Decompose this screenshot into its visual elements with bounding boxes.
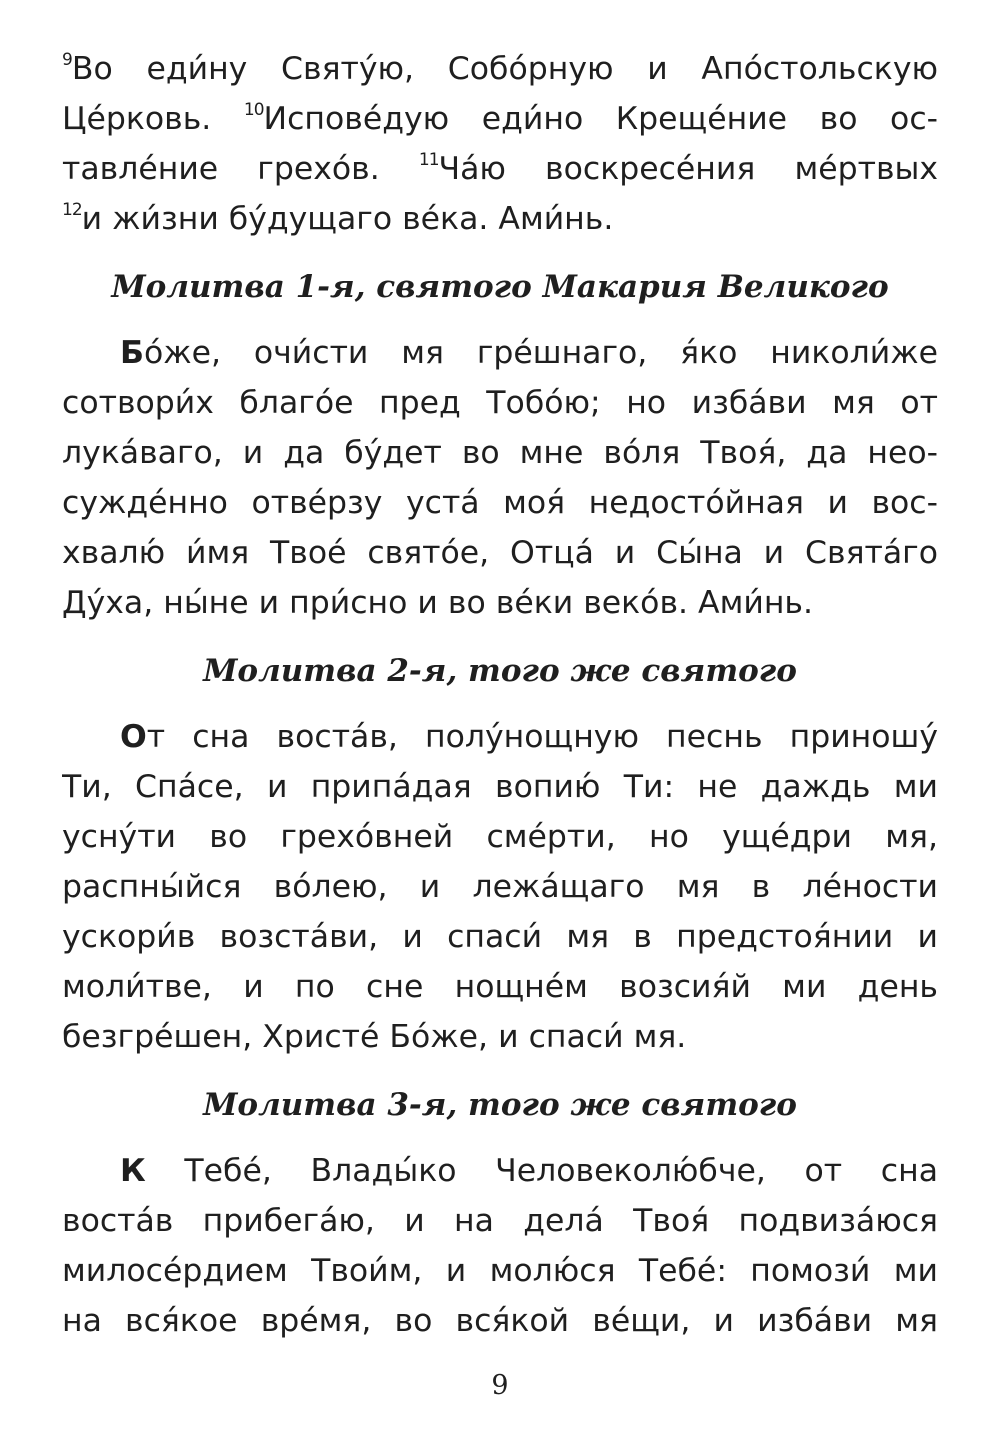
verse-number: 9 [62,50,72,70]
prayer-title: Молитва 3-я, того же святого [203,1087,797,1123]
text-line: безгре́шен, Христе́ Бо́же, и спаси́ мя. [62,1019,687,1055]
page-number: 9 [491,1370,509,1401]
text-line [62,144,938,194]
verse-number: 12 [62,200,82,220]
line-text: тавле́ние грехо́в. [62,151,380,187]
creed-ending [62,44,938,244]
text-line [62,328,938,378]
text-line: лука́ваго, и да бу́дет во мне во́ля Твоя́, да нео- [62,435,938,471]
line-text: Тебе́, Влады́ко Человеколю́бче, от сна [145,1153,938,1189]
text-line [62,94,938,144]
initial-letter: Б [120,335,145,371]
prayer-body [62,712,938,1062]
text-line [62,712,938,762]
text-line: на вся́кое вре́мя, во вся́кой ве́щи, и изба́ви мя [62,1303,938,1339]
text-line: распны́йся во́лею, и лежа́щаго мя в ле́ности [62,869,938,905]
prayer-title: Молитва 1-я, святого Макария Великого [111,269,889,305]
verse-number: 11 [418,150,439,170]
text-line: ускори́в возста́ви, и спаси́ мя в предстоя́нии и [62,919,938,955]
line-text: Це́рковь. [62,101,212,137]
prayer-body [62,1146,938,1346]
page-text [62,44,938,1442]
prayer-title: Молитва 2-я, того же святого [203,653,797,689]
text-line: воста́в прибега́ю, и на дела́ Твоя́ подвиза́юся [62,1203,938,1239]
text-line: Ти, Спа́се, и припа́дая вопию́ Ти: не даждь ми [62,769,938,805]
text-line: моли́тве, и по сне нощне́м возсия́й ми день [62,969,938,1005]
line-text: Испове́дую еди́но Креще́ние во ос- [263,101,938,137]
line-text: Во еди́ну Святу́ю, Собо́рную и Апо́стольскую [71,51,938,87]
text-line [62,1146,938,1196]
line-text: т сна воста́в, полу́нощную песнь приношу́ [146,719,938,755]
initial-letter: О [120,719,147,755]
line-text: Ча́ю воскресе́ния ме́ртвых [438,151,938,187]
line-text: и жи́зни бу́дущаго ве́ка. Ами́нь. [81,201,614,237]
text-line [62,44,938,94]
text-line: усну́ти во грехо́вней сме́рти, но уще́дри мя, [62,819,938,855]
initial-letter: К [120,1153,146,1189]
text-line [62,194,938,244]
text-line: сотвори́х благо́е пред Тобо́ю; но изба́ви мя от [62,385,938,421]
text-line: милосе́рдием Твои́м, и молю́ся Тебе́: помози́ ми [62,1253,938,1289]
text-line: хвалю́ и́мя Твое́ свято́е, Отца́ и Сы́на и Свята́го [62,535,938,571]
prayer-body [62,328,938,628]
verse-number: 10 [243,100,264,120]
text-line: сужде́нно отве́рзу уста́ моя́ недосто́йная и вос- [62,485,938,521]
text-line: Ду́ха, ны́не и при́сно и во ве́ки веко́в. Ами́нь. [62,585,814,621]
line-text: о́же, очи́сти мя гре́шнаго, я́ко николи́же [144,335,938,371]
